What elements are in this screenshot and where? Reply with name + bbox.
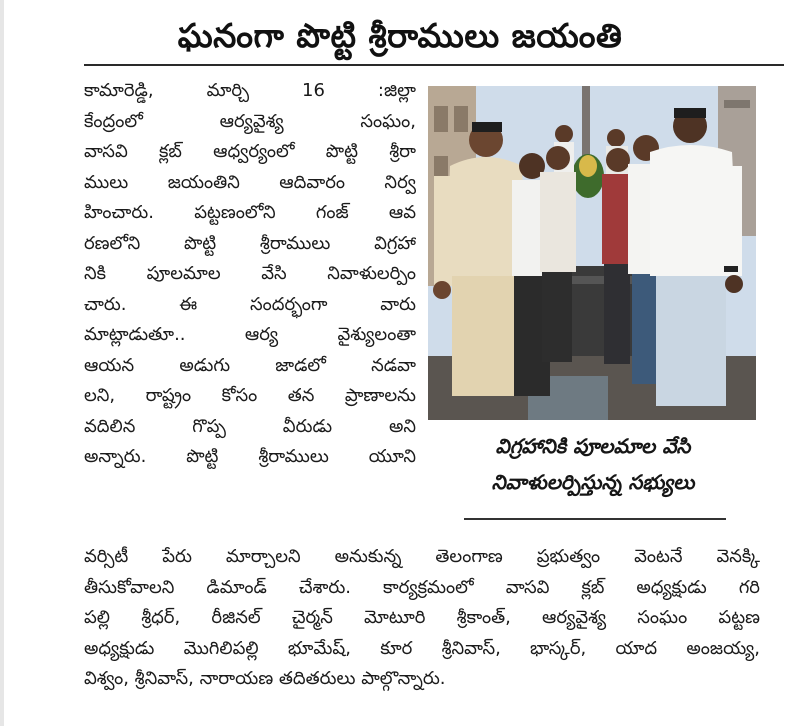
- caption-divider: [464, 518, 726, 520]
- photo-caption: [432, 428, 754, 500]
- article-headline: ఘనంగా పొట్టి శ్రీరాములు జయంతి: [177, 16, 623, 55]
- body-line: వర్సిటీ పేరు మార్చాలని అనుకున్న తెలంగాణ ప్రభుత్వం వెంటనే వెనక్కి: [84, 546, 760, 567]
- headline-divider: [84, 64, 784, 66]
- body-line: కేంద్రంలో ఆర్యవైశ్య సంఘం,: [84, 110, 416, 132]
- body-line: అధ్యక్షుడు మొగిలిపల్లి భూమేష్, కూర శ్రీనివాస్, భాస్కర్, యాద అంజయ్య,: [84, 637, 760, 659]
- page-edge: [0, 0, 4, 726]
- body-line: నికి పూలమాల వేసి నివాళులర్పిం: [84, 263, 416, 284]
- body-line: లని, రాష్ట్రం కోసం తన ప్రాణాలను: [84, 385, 416, 406]
- body-line: చారు. ఈ సందర్భంగా వారు: [84, 293, 416, 315]
- body-line: విశ్వం, శ్రీనివాస్, నారాయణ తదితరులు పాల్గొన్నారు.: [84, 668, 446, 689]
- article-body-column: [84, 76, 416, 473]
- body-line: అన్నారు. పొట్టి శ్రీరాములు యూని: [84, 446, 416, 467]
- body-line: కామారెడ్డి, మార్చి 16 :జిల్లా: [84, 80, 416, 101]
- body-line: తీసుకోవాలని డిమాండ్ చేశారు. కార్యక్రమంలో వాసవి క్లబ్ అధ్యక్షుడు గరి: [84, 576, 760, 598]
- article-body-full: [84, 542, 760, 695]
- body-line: మాట్లాడుతూ.. ఆర్య వైశ్యులంతా: [84, 324, 416, 345]
- body-line: రణలోని పొట్టి శ్రీరాములు విగ్రహా: [84, 232, 416, 254]
- caption-line: విగ్రహానికి పూలమాల వేసి: [495, 434, 691, 458]
- body-line: వాసవి క్లబ్ ఆధ్వర్యంలో పొట్టి శ్రీరా: [84, 141, 416, 162]
- body-line: వదిలిన గొప్ప వీరుడు అని: [84, 415, 416, 437]
- body-line: ములు జయంతిని ఆదివారం నిర్వ: [84, 171, 416, 193]
- body-line: ఆయన అడుగు జాడలో నడవా: [84, 354, 416, 376]
- body-line: పల్లి శ్రీధర్, రీజినల్ చైర్మన్ మోటూరి శ్రీకాంత్, ఆర్యవైశ్య సంఘం పట్టణ: [84, 607, 760, 628]
- news-photo: [428, 86, 756, 420]
- body-line: హించారు. పట్టణంలోని గంజ్ ఆవ: [84, 202, 416, 223]
- caption-line: నివాళులర్పిస్తున్న సభ్యులు: [491, 470, 695, 494]
